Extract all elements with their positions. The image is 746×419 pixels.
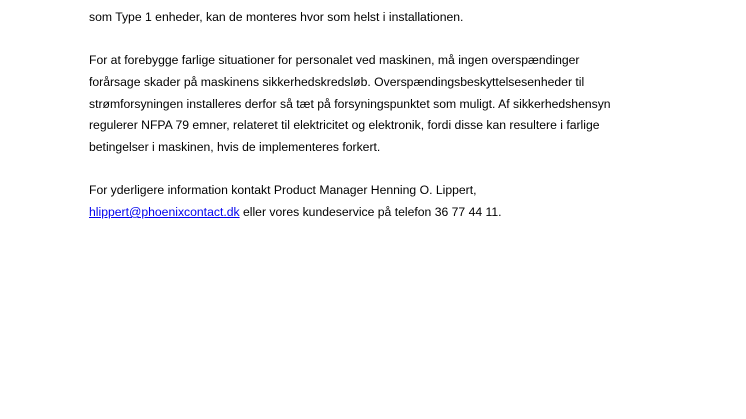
paragraph-3-line-1: For yderligere information kontakt Product Manager Henning O. Lippert, xyxy=(89,183,477,197)
paragraph-2-line-4: regulerer NFPA 79 emner, relateret til elektricitet og elektronik, fordi disse kan resultere i farlige xyxy=(89,118,600,132)
paragraph-2-line-3: strømforsyningen installeres derfor så tæt på forsyningspunktet som muligt. Af sikkerhedshensyn xyxy=(89,97,611,111)
email-link[interactable]: hlippert@phoenixcontact.dk xyxy=(89,205,240,219)
paragraph-2-line-1: For at forebygge farlige situationer for personalet ved maskinen, må ingen overspændinger xyxy=(89,53,580,67)
paragraph-2-line-5: betingelser i maskinen, hvis de implementeres forkert. xyxy=(89,140,381,154)
paragraph-2-line-2: forårsage skader på maskinens sikkerhedskredsløb. Overspændingsbeskyttelsesenheder til xyxy=(89,75,585,89)
paragraph-3-line-2 xyxy=(89,204,502,220)
paragraph-1-line-1: som Type 1 enheder, kan de monteres hvor som helst i installationen. xyxy=(89,10,464,24)
paragraph-3-line-2-text: eller vores kundeservice på telefon 36 77 44 11. xyxy=(239,205,502,219)
